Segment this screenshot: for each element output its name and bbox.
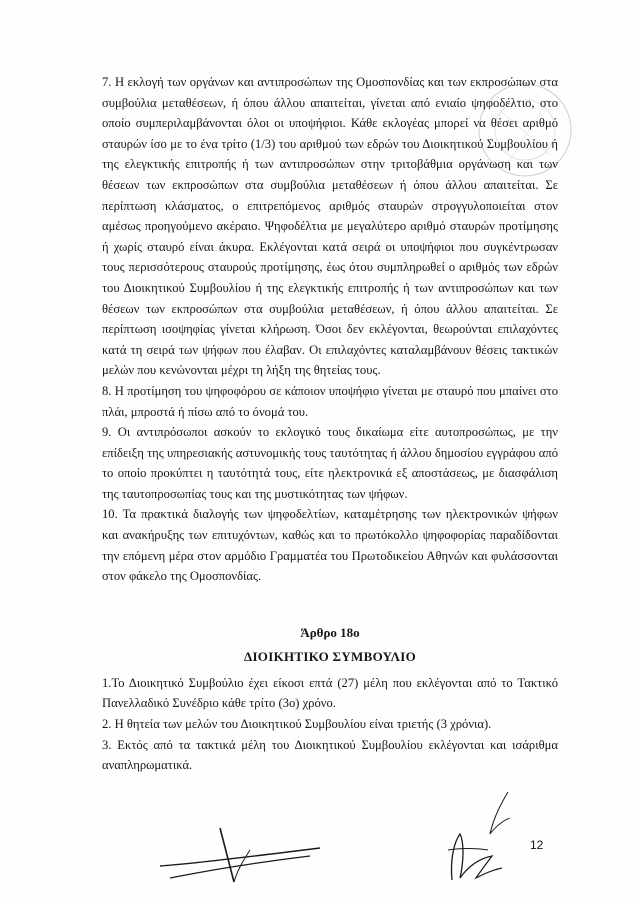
article-heading: Άρθρο 18ο (300, 624, 360, 640)
article-paragraph-2: 2. Η θητεία των μελών του Διοικητικού Συμβουλίου είναι τριετής (3 χρόνια). (102, 717, 492, 732)
paragraph-8: 8. Η προτίμηση του ψηφοφόρου σε κάποιον υποψήφιο γίνεται με σταυρό που μπαίνει στο πλάι, μπροστά ή πίσω από το όνομά του. (102, 383, 558, 419)
article-title: ΔΙΟΙΚΗΤΙΚΟ ΣΥΜΒΟΥΛΙΟ (244, 648, 416, 664)
signature-right-upper (478, 790, 518, 840)
page-number: 12 (530, 838, 544, 852)
signature-right (430, 820, 520, 890)
document-body (102, 72, 558, 776)
paragraph-9: 9. Οι αντιπρόσωποι ασκούν το εκλογικό τους δικαίωμα είτε αυτοπροσώπως, με την επίδειξη της υπηρεσιακής αστυνομικής τους ταυτότητας ή άλλου δημοσίου εγγράφου από το οποίο προκύπτει η ταυτότητά τους, είτε ηλεκτρονικά εξ αποστάσεως, με διασφάλιση της ταυτοπροσωπίας τους και της μυστικότητας των ψήφων. (102, 425, 558, 501)
paragraph-7: 7. Η εκλογή των οργάνων και αντιπροσώπων της Ομοσπονδίας και των εκπροσώπων στα συμβούλια μεταθέσεων, ή όπου άλλου απαιτείται, γίνεται από ενιαίο ψηφοδέλτιο, στο οποίο συμπεριλαμβάνονται όλοι οι υποψήφιοι. Κάθε εκλογέας μπορεί να θέσει αριθμό σταυρών ίσο με το ένα τρίτο (1/3) του αριθμού των εδρών του Διοικητικού Συμβουλίου ή της ελεγκτικής επιτροπής ή των αντιπροσώπων στην τριτοβάθμια οργάνωση και των θέσεων των εκπροσώπων στα συμβούλια μεταθέσεων ή όπου άλλου απαιτείται. Σε περίπτωση κλάσματος, ο επιτρεπόμενος αριθμός σταυρών στρογγυλοποιείται στον αμέσως προηγούμενο ακέραιο. Ψηφοδέλτια με μεγαλύτερο αριθμό σταυρών προτίμησης ή χωρίς σταυρό είναι άκυρα. Εκλέγονται κατά σειρά οι υποψήφιοι που συγκέντρωσαν τους περισσότερους σταυρούς προτίμησης, έως ότου συμπληρωθεί ο αριθμός των εδρών του Διοικητικού Συμβουλίου ή της ελεγκτικής επιτροπής ή των αντιπροσώπων και των θέσεων των εκπροσώπων στα συμβούλια μεταθέσεων, ή όπου άλλου απαιτείται. Σε περίπτωση ισοψηφίας γίνεται κλήρωση. Όσοι δεν εκλέγονται, θεωρούνται επιλαχόντες κατά τη σειρά των ψήφων που έλαβαν. Οι επιλαχόντες καταλαμβάνουν θέσεις τακτικών μελών που κενώνονται μέχρι τη λήξη της θητείας τους. (102, 75, 558, 378)
signature-left (150, 818, 330, 888)
article-paragraph-1: 1.Το Διοικητικό Συμβούλιο έχει είκοσι επτά (27) μέλη που εκλέγονται από το Τακτικό Πανελλαδικό Συνέδριο κάθε τρίτο (3ο) χρόνο. (102, 675, 558, 711)
paragraph-10: 10. Τα πρακτικά διαλογής των ψηφοδελτίων, καταμέτρησης των ηλεκτρονικών ψήφων και ανακήρυξης των επιτυχόντων, καθώς και το πρωτόκολλο ψηφοφορίας παραδίδονται την επόμενη μέρα στον αρμόδιο Γραμματέα του Πρωτοδικείου Αθηνών και φυλάσσονται στον φάκελο της Ομοσπονδίας. (102, 507, 558, 584)
article-paragraph-3: 3. Εκτός από τα τακτικά μέλη του Διοικητικού Συμβουλίου εκλέγονται και ισάριθμα αναπληρωματικά. (102, 737, 558, 773)
